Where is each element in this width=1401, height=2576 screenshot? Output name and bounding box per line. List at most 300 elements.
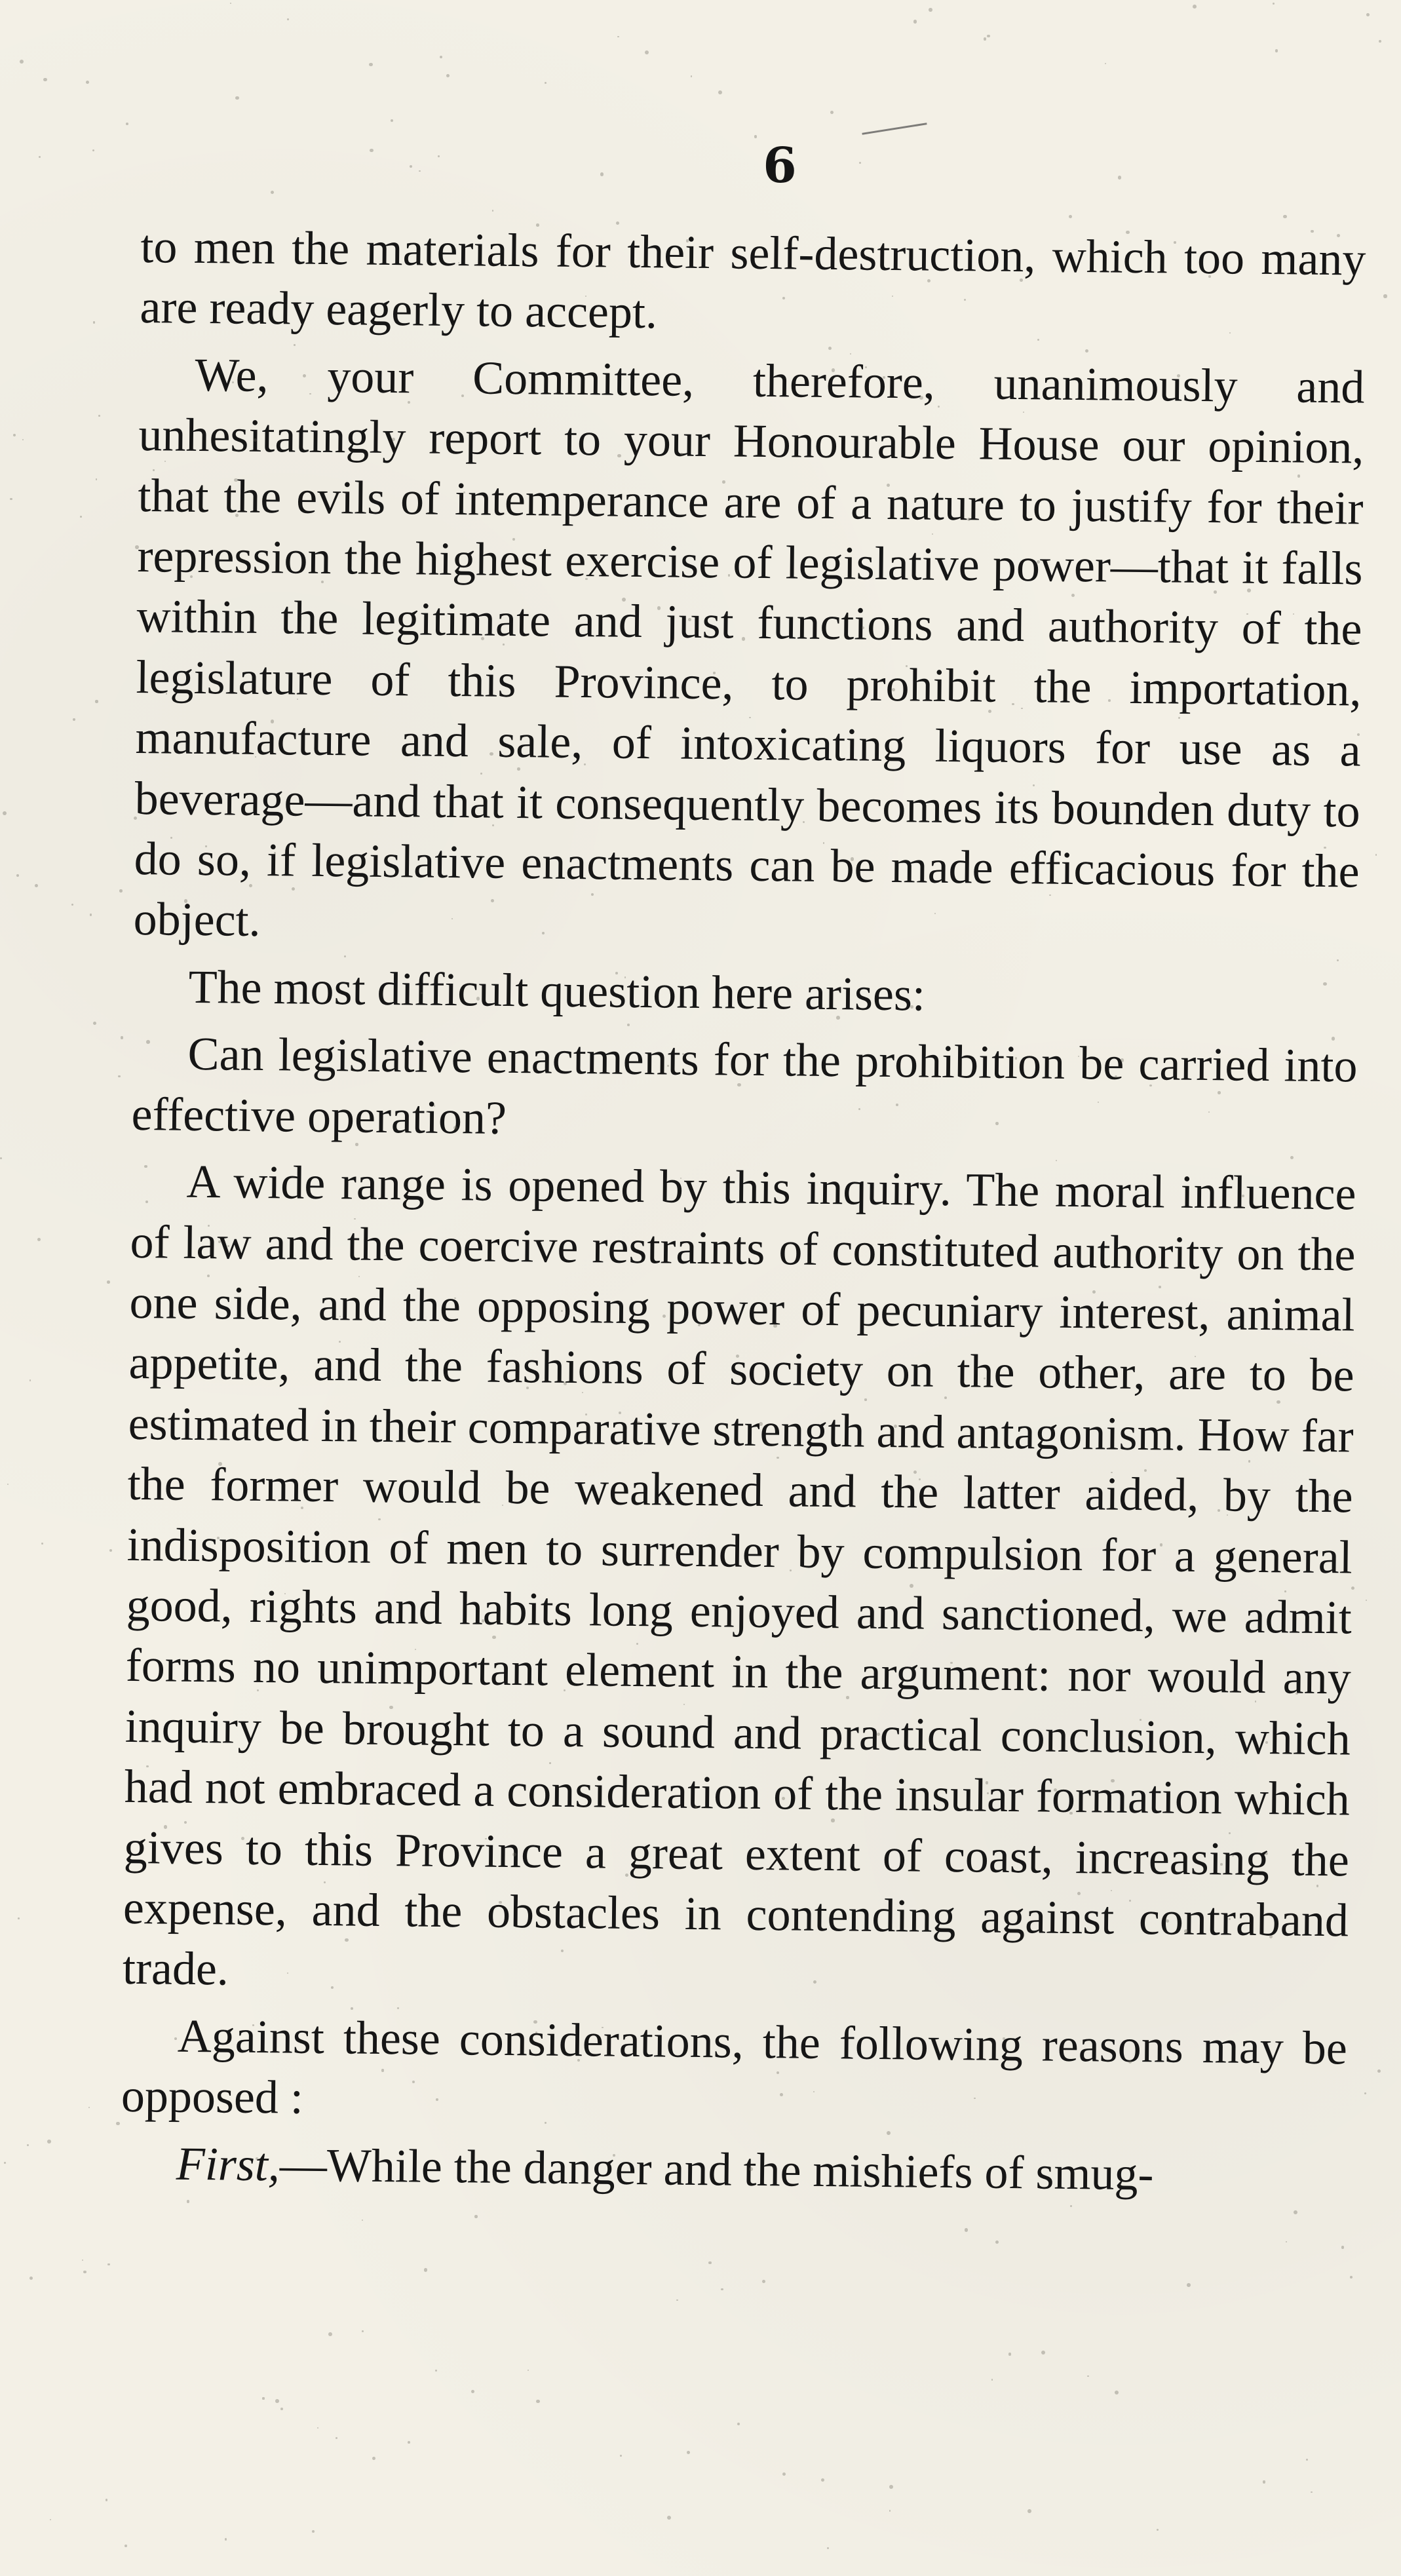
paper-speck (125, 2545, 127, 2547)
paper-speck (218, 1462, 222, 1466)
paper-speck (446, 74, 450, 77)
paper-speck (369, 63, 373, 67)
paper-speck (782, 2472, 786, 2476)
paper-speck (986, 1781, 988, 1784)
paper-speck (344, 955, 346, 957)
paper-speck (894, 1425, 897, 1428)
paper-speck (1214, 590, 1217, 594)
paper-speck (1140, 1719, 1142, 1721)
paper-speck (914, 499, 917, 502)
paper-speck (205, 845, 207, 847)
paper-speck (1377, 2069, 1381, 2073)
body-text (120, 216, 1366, 2206)
paper-speck (146, 1765, 148, 1767)
paper-speck (47, 2140, 51, 2143)
paper-speck (1092, 1290, 1096, 1294)
paper-speck (615, 972, 618, 974)
paper-speck (545, 2122, 546, 2123)
paper-speck (1332, 1037, 1335, 1040)
paper-speck (29, 1379, 31, 1381)
paper-speck (503, 644, 505, 645)
paper-speck (790, 1569, 792, 1571)
paper-speck (1350, 2276, 1353, 2278)
paper-speck (95, 700, 98, 702)
paper-speck (984, 37, 987, 41)
paper-speck (754, 135, 757, 138)
paper-speck (274, 852, 276, 854)
paper-speck (275, 2399, 279, 2403)
paper-speck (294, 344, 295, 345)
paper-speck (1290, 1156, 1294, 1159)
paper-speck (3, 811, 7, 815)
paper-speck (18, 1917, 20, 1919)
paper-speck (536, 223, 539, 226)
paper-speck (225, 2538, 227, 2540)
paper-speck (187, 2200, 190, 2203)
paper-speck (297, 699, 298, 700)
paper-speck (10, 498, 12, 501)
paper-speck (865, 256, 866, 257)
paper-speck (476, 997, 480, 1000)
paper-speck (248, 491, 250, 493)
paper-speck (440, 56, 442, 58)
paper-speck (613, 2154, 615, 2157)
paper-speck (782, 1797, 785, 1800)
paper-speck (145, 1201, 148, 1203)
paper-speck (1229, 1832, 1231, 1834)
paper-speck (419, 170, 420, 172)
paragraph: We, your Committee, therefore, unanimously and unhesitatingly report to your Honourable House our opinion, that the evils of intemperance are of a nature to justify for their repression the highest exercise of legislative power—that it falls within the legitimate and just functions and authority of the legislature of this Province, to prohibit the importation, manufacture and sale, of intoxicating liquors for use as a beverage—and that it consequently becomes its bounden duty to do so, if legislative enactments can be made efficacious for the object. (133, 348, 1365, 947)
paper-speck (321, 1613, 324, 1616)
paper-speck (280, 2408, 283, 2410)
paper-speck (50, 2519, 51, 2520)
paper-speck (16, 874, 19, 877)
paper-speck (864, 1398, 866, 1400)
paper-speck (1178, 717, 1180, 719)
paper-speck (1041, 2351, 1045, 2355)
paper-speck (436, 2098, 438, 2101)
paper-speck (613, 678, 616, 681)
paper-speck (1108, 699, 1111, 702)
paper-speck (292, 887, 295, 891)
paper-speck (184, 899, 187, 902)
paper-speck (119, 889, 122, 892)
paper-speck (718, 90, 722, 94)
paper-speck (1128, 2060, 1132, 2064)
paper-speck (73, 718, 75, 721)
paper-speck (235, 96, 239, 100)
paper-speck (691, 75, 692, 77)
paper-speck (378, 1518, 381, 1521)
paper-speck (1193, 5, 1197, 9)
paper-speck (536, 2400, 540, 2404)
paragraph (120, 2132, 1346, 2206)
paper-speck (41, 1543, 43, 1545)
paper-speck (619, 1301, 621, 1303)
paper-speck (1027, 2509, 1031, 2513)
paper-speck (144, 1165, 147, 1168)
paper-speck (499, 1901, 502, 1904)
paragraph-text: —While the danger and the mishiefs of smug- (279, 2138, 1154, 2200)
paper-speck (1284, 1590, 1286, 1592)
paper-speck (312, 2530, 315, 2533)
paper-speck (453, 1126, 457, 1130)
paper-speck (713, 672, 715, 674)
paper-speck (736, 1355, 739, 1358)
paper-speck (1157, 2529, 1159, 2531)
paragraph: Against these considerations, the following reasons may be opposed : (121, 2009, 1348, 2124)
paper-speck (759, 1422, 763, 1426)
paper-speck (438, 155, 440, 157)
paper-speck (821, 2478, 824, 2482)
paper-speck (1351, 1586, 1354, 1590)
paper-speck (1255, 1701, 1256, 1702)
paper-speck (93, 321, 96, 324)
paper-speck (71, 904, 73, 906)
paper-speck (37, 1238, 41, 1241)
paper-speck (1118, 176, 1122, 180)
paper-speck (43, 78, 47, 81)
paper-speck (528, 2370, 529, 2372)
paper-speck (887, 2131, 891, 2135)
paper-speck (4, 2162, 6, 2164)
paper-speck (624, 976, 626, 978)
paper-speck (913, 20, 917, 23)
paper-speck (118, 1075, 120, 1077)
paper-speck (516, 1482, 518, 1484)
paper-speck (987, 1792, 989, 1794)
paper-speck (370, 149, 374, 153)
ink-stroke-mark (862, 123, 927, 135)
paper-speck (408, 401, 410, 404)
paper-speck (728, 574, 730, 576)
paper-speck (262, 2397, 264, 2399)
paper-speck (454, 1298, 456, 1299)
paper-speck (328, 2332, 332, 2336)
paper-speck (107, 2263, 109, 2265)
paper-speck (584, 763, 586, 765)
paper-speck (96, 478, 97, 480)
paper-speck (1294, 2210, 1297, 2214)
paper-speck (408, 2441, 410, 2444)
paper-speck (1015, 1057, 1018, 1060)
paper-speck (1306, 2459, 1308, 2461)
paper-speck (1273, 3, 1275, 5)
paper-speck (1366, 1600, 1367, 1601)
paper-speck (83, 2271, 86, 2274)
paper-speck (1379, 40, 1381, 43)
paper-speck (967, 518, 970, 521)
paper-speck (1248, 1460, 1251, 1463)
paper-speck (549, 1762, 551, 1764)
paper-speck (116, 2122, 120, 2126)
paper-speck (625, 1874, 628, 1877)
paper-speck (619, 1412, 621, 1414)
paper-speck (512, 538, 515, 541)
paper-speck (35, 884, 38, 887)
paper-speck (39, 156, 41, 158)
paper-speck (1247, 588, 1251, 592)
paper-speck (434, 1105, 435, 1106)
paper-speck (426, 1111, 427, 1112)
paper-speck (254, 438, 257, 442)
paper-speck (1160, 1543, 1163, 1547)
paper-speck (1166, 1919, 1169, 1923)
paper-speck (859, 162, 861, 164)
paper-speck (762, 2280, 765, 2283)
paper-speck (317, 2427, 318, 2429)
paper-speck (1218, 1091, 1220, 1094)
paper-speck (617, 36, 619, 37)
paper-speck (742, 637, 746, 641)
paper-speck (1056, 1160, 1057, 1161)
paper-speck (830, 111, 834, 114)
paper-speck (1351, 640, 1354, 643)
paper-speck (1069, 215, 1072, 218)
paper-speck (1174, 241, 1176, 244)
paper-speck (92, 149, 94, 151)
paper-speck (929, 8, 932, 12)
paper-speck (355, 1143, 358, 1145)
paper-speck (1187, 2283, 1191, 2287)
paper-speck (1375, 854, 1377, 855)
paper-speck (271, 720, 275, 723)
paper-speck (372, 2457, 375, 2460)
paper-speck (424, 2268, 428, 2272)
paper-speck (1208, 275, 1211, 278)
paper-speck (708, 2261, 712, 2265)
paper-speck (987, 35, 990, 38)
paper-speck (1008, 2353, 1012, 2356)
paper-speck (164, 461, 166, 462)
paper-speck (321, 581, 324, 583)
paper-speck (1070, 2205, 1072, 2207)
paper-speck (910, 1005, 913, 1008)
paper-speck (1077, 1892, 1081, 1895)
paper-speck (492, 1636, 495, 1639)
paper-speck (1020, 279, 1023, 282)
paper-speck (749, 717, 750, 718)
paper-speck (889, 2485, 893, 2489)
paper-speck (515, 1199, 516, 1201)
paper-speck (657, 606, 661, 610)
paper-speck (1054, 1788, 1057, 1792)
paper-speck (485, 1838, 486, 1839)
paper-speck (1111, 1779, 1114, 1782)
paper-speck (965, 2228, 969, 2232)
paper-speck (1269, 1935, 1273, 1938)
paper-speck (170, 837, 172, 839)
paper-speck (645, 50, 649, 54)
paper-speck (1098, 1102, 1099, 1103)
paper-speck (622, 598, 626, 602)
paper-speck (1286, 2241, 1287, 2242)
paper-speck (252, 2024, 254, 2026)
paper-speck (354, 1218, 355, 1220)
paper-speck (90, 913, 92, 916)
paper-speck (227, 1245, 229, 1246)
paragraph: Can legislative enactments for the prohibition be carried into effective operation? (131, 1028, 1358, 1144)
paper-speck (533, 2020, 537, 2024)
paper-speck (0, 1157, 2, 1159)
paper-speck (600, 172, 604, 176)
paper-speck (109, 1549, 112, 1552)
paper-speck (913, 1471, 917, 1474)
paper-speck (389, 1706, 393, 1709)
paper-speck (517, 767, 520, 771)
paper-speck (1184, 1929, 1188, 1933)
paper-speck (545, 82, 547, 84)
paper-speck (1275, 49, 1278, 52)
paper-speck (667, 2516, 671, 2520)
paper-speck (287, 18, 289, 20)
paper-speck (686, 239, 689, 242)
paper-speck (1364, 2092, 1366, 2094)
paper-speck (846, 1696, 849, 1699)
paper-speck (737, 2423, 740, 2425)
paper-speck (474, 2215, 477, 2218)
paper-speck (362, 2330, 364, 2332)
paper-speck (582, 1392, 583, 1393)
paper-speck (207, 1275, 210, 1277)
paper-speck (828, 347, 832, 350)
paper-speck (676, 2299, 678, 2301)
paper-speck (235, 514, 239, 517)
paper-speck (1341, 2246, 1345, 2249)
paper-speck (1276, 1400, 1280, 1404)
paper-speck (1115, 2391, 1119, 2394)
paper-speck (1263, 2480, 1265, 2483)
paper-speck (680, 453, 683, 455)
paper-speck (345, 1938, 349, 1942)
paper-speck (126, 123, 128, 125)
paper-speck (107, 1280, 110, 1284)
paper-speck (82, 2259, 83, 2261)
paper-speck (995, 2240, 999, 2244)
paper-speck (230, 3, 232, 5)
paper-speck (889, 2510, 891, 2511)
paragraph: The most difficult question here arises: (188, 960, 926, 1021)
paper-speck (410, 165, 412, 168)
paper-speck (725, 613, 727, 615)
paper-speck (20, 60, 24, 64)
paper-speck (1383, 294, 1387, 298)
paper-speck (1078, 1056, 1079, 1057)
paper-speck (351, 2007, 353, 2010)
paper-speck (737, 1083, 741, 1087)
paper-speck (585, 1413, 587, 1415)
paper-speck (241, 1837, 244, 1840)
paper-speck (93, 1022, 96, 1025)
paper-speck (1337, 959, 1339, 961)
paper-speck (1149, 1085, 1152, 1087)
paper-speck (381, 2069, 385, 2072)
paper-speck (463, 491, 465, 493)
paper-speck (7, 1484, 9, 1485)
paper-speck (995, 1122, 999, 1125)
paper-speck (1218, 1509, 1220, 1512)
paper-speck (309, 393, 311, 394)
paper-speck (823, 842, 824, 843)
paper-speck (851, 857, 854, 861)
paper-speck (106, 2499, 108, 2501)
paper-speck (1323, 982, 1327, 986)
paper-speck (482, 1619, 484, 1622)
paper-speck (492, 210, 493, 211)
paper-speck (620, 2455, 621, 2456)
paper-speck (831, 1818, 834, 1822)
paper-speck (1017, 2186, 1019, 2188)
paragraph: A wide range is opened by this inquiry. The moral influence of law and the coercive restraints of constituted authority on the one side, and the opposing power of pecuniary interest, animal appetite, and the fashions of society on the other, are to be estimated in their comparative strength and antagonism. How far the former would be weakened and the latter aided, by the indisposition of men to surrender by compulsion for a general good, rights and habits long enjoyed and sanctioned, we admit forms no unimportant element in the argument: nor would any inquiry be brought to a sound and practical conclusion, which had not embraced a consideration of the insular formation which gives to this Province a great extent of coast, increasing the expense, and the obstacles in contending against contraband trade. (122, 1155, 1356, 1995)
paper-speck (910, 1584, 913, 1588)
paper-speck (585, 296, 586, 297)
paper-speck (153, 469, 154, 471)
paper-speck (271, 191, 274, 194)
paper-speck (667, 1065, 668, 1066)
paper-speck (1293, 613, 1294, 615)
paper-speck (1037, 560, 1040, 564)
paper-speck (627, 1024, 630, 1026)
paper-speck (721, 2288, 723, 2291)
paper-speck (1087, 2375, 1088, 2377)
paper-speck (135, 545, 139, 549)
paper-speck (1037, 339, 1039, 341)
paper-speck (1311, 2491, 1312, 2493)
paper-speck (13, 434, 16, 436)
paper-speck (695, 1805, 697, 1808)
paper-speck (892, 296, 893, 297)
paper-speck (1008, 1628, 1010, 1630)
paper-speck (336, 2437, 337, 2439)
paper-speck (836, 1016, 840, 1020)
paper-speck (1283, 215, 1286, 218)
paper-speck (1049, 894, 1051, 896)
paper-speck (564, 1382, 567, 1385)
paper-speck (906, 665, 908, 667)
paper-speck (749, 2167, 753, 2171)
paper-speck (1105, 63, 1106, 64)
paper-speck (944, 1396, 947, 1399)
paper-speck (80, 516, 82, 518)
paper-speck (1366, 13, 1370, 16)
paper-speck (208, 1225, 210, 1227)
paper-speck (22, 439, 24, 440)
paper-speck (86, 81, 89, 84)
paper-speck (217, 1537, 220, 1539)
paper-speck (637, 1421, 640, 1425)
paper-speck (27, 2144, 29, 2146)
paper-speck (687, 2451, 690, 2454)
paper-speck (362, 2220, 363, 2221)
paper-speck (1159, 1286, 1161, 1288)
paragraph: to men the materials for their self-destruction, which too many are ready eagerly to accept. (140, 220, 1366, 339)
paper-speck (471, 2390, 474, 2393)
paper-speck (98, 415, 100, 417)
paper-speck (682, 1053, 684, 1055)
paper-speck (827, 2547, 829, 2549)
paper-speck (1220, 1863, 1223, 1866)
paper-speck (435, 2370, 437, 2372)
paper-speck (1297, 474, 1301, 478)
paper-speck (617, 454, 621, 458)
paper-speck (391, 119, 393, 122)
paper-speck (1229, 1561, 1232, 1564)
paper-speck (984, 1377, 986, 1379)
emphasized-word: First, (176, 2137, 280, 2191)
page-number: 6 (763, 138, 797, 194)
paper-speck (88, 2107, 90, 2108)
paper-speck (865, 366, 867, 368)
